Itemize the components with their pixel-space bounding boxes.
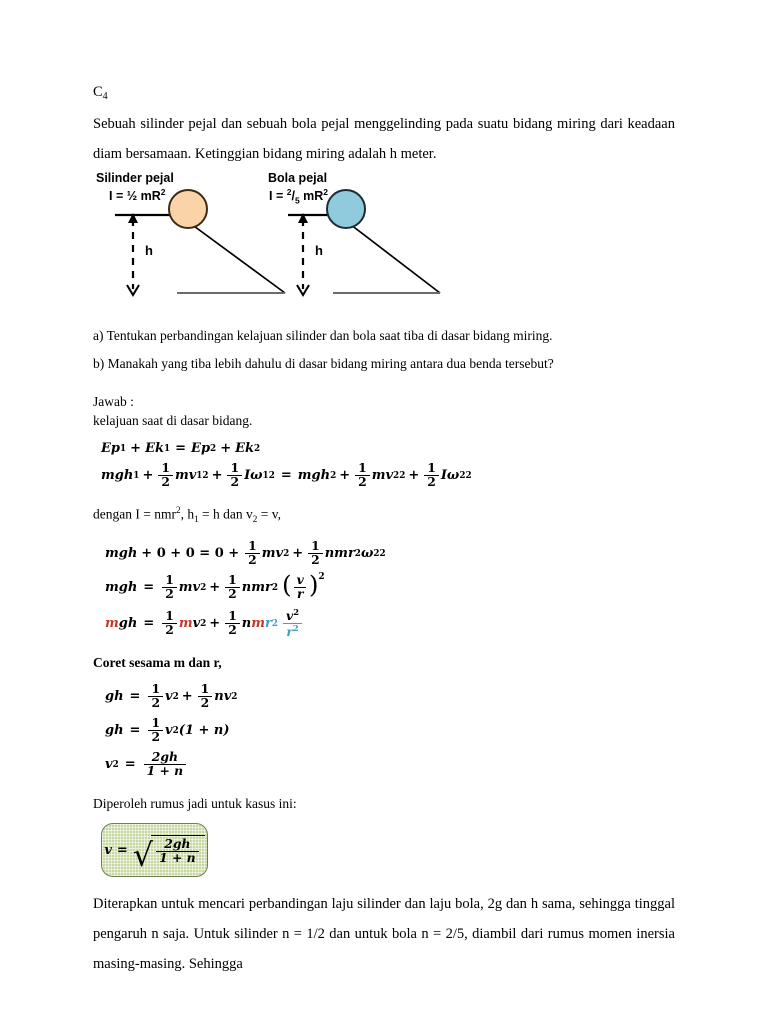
- ball-inertia-power: 2: [323, 187, 329, 198]
- eq6-half-1-num: 1: [151, 681, 161, 697]
- cylinder-body-circle: [169, 190, 207, 228]
- given-sub1: 1: [194, 514, 199, 525]
- cylinder-inertia-formula: [109, 187, 166, 203]
- eq2-mv2-sup: 2: [399, 470, 406, 481]
- ball-inertia-prefix: I =: [269, 189, 287, 204]
- eq4-plus: +: [209, 580, 221, 596]
- eq3-omega-sup: 2: [379, 548, 386, 559]
- eq4-mv-sup: 2: [200, 582, 207, 593]
- eq3-omega-sub: 2: [373, 548, 380, 559]
- eq4-vr-fraction: [294, 574, 307, 601]
- eq7-gh: gh: [105, 723, 124, 739]
- eq2-half-4-num: 1: [427, 460, 436, 476]
- eq7-v-sup: 2: [172, 725, 179, 736]
- eq7-half-num: 1: [151, 715, 161, 731]
- eq2-half-1: [158, 462, 173, 489]
- eq3-mgh: mgh: [105, 546, 138, 562]
- given-values-line: [93, 501, 675, 529]
- eq7-bracket: (1 + n): [178, 723, 230, 739]
- eq4-nmr: nmr: [241, 580, 272, 596]
- question-a: a) Tentukan perbandingan kelajuan silinder dan bola saat tiba di dasar bidang miring.: [93, 328, 553, 344]
- eq5-r-teal: r: [265, 616, 272, 632]
- diagram-svg: [93, 171, 675, 316]
- eq5-half-1-num: 1: [165, 608, 174, 624]
- eq4-paren-open: (: [281, 570, 292, 600]
- given-prefix: dengan I = nmr: [93, 506, 176, 522]
- formula-intro-line: Diperoleh rumus jadi untuk kasus ini:: [93, 796, 297, 812]
- eq4-nmr-sup: 2: [271, 582, 278, 593]
- equation-v-squared: [105, 751, 675, 778]
- eq2-half-4-den: 2: [424, 475, 439, 489]
- eq2-half-3-den: 2: [355, 475, 370, 489]
- eq8-den: 1 + n: [144, 764, 187, 778]
- eq5-v-sup: 2: [200, 618, 207, 629]
- eq7-equals: =: [129, 723, 141, 739]
- eq5-frac-num: [283, 608, 302, 623]
- eq5-frac-den-r: r: [286, 624, 293, 640]
- eq5-frac-den-sup: 2: [292, 623, 299, 634]
- eq8-v-sup: 2: [112, 759, 119, 770]
- equation-substituted: [105, 540, 675, 567]
- problem-code-letter: C: [93, 84, 103, 100]
- eq1-ek1: Ek: [145, 441, 164, 457]
- ball-body-circle: [327, 190, 365, 228]
- eq5-gh: gh: [118, 616, 138, 632]
- given-sup1: 2: [175, 505, 181, 516]
- result-num: 2gh: [164, 836, 191, 852]
- equation-energy-symbolic: [101, 441, 675, 456]
- eq2-I1: Iω: [244, 468, 263, 484]
- eq4-half-2: [225, 574, 240, 601]
- eq2-mv2-sub: 2: [393, 470, 400, 481]
- inclined-plane-diagram: [93, 171, 675, 316]
- eq5-frac-den: [283, 623, 301, 639]
- eq5-m-red-3: m: [251, 616, 266, 632]
- problem-code: [93, 84, 675, 101]
- result-formula-box: [101, 823, 208, 877]
- ball-height-label: h: [315, 243, 323, 259]
- eq4-half-2-den: 2: [225, 587, 240, 601]
- eq3-omega: ω: [360, 546, 374, 562]
- eq6-plus: +: [181, 689, 193, 705]
- eq1-ek2-sub: 2: [254, 443, 261, 454]
- eq6-half-2-den: 2: [198, 696, 213, 710]
- cylinder-height-label: h: [145, 243, 153, 259]
- eq5-v: v: [192, 616, 201, 632]
- eq2-plus-3: +: [339, 468, 351, 484]
- cylinder-inertia-prefix: I =: [109, 189, 127, 204]
- ball-group: [288, 190, 440, 295]
- eq4-mv: mv: [178, 580, 201, 596]
- eq4-mgh: mgh: [105, 580, 138, 596]
- eq2-I1-sub: 1: [262, 470, 269, 481]
- eq1-ek2: Ek: [235, 441, 255, 457]
- eq2-plus-4: +: [408, 468, 420, 484]
- eq1-ep2-sub: 2: [210, 443, 217, 454]
- eq5-n: n: [241, 616, 252, 632]
- eq5-half-1-den: 2: [162, 623, 177, 637]
- eq2-mgh2: mgh: [297, 468, 331, 484]
- given-sub2: 2: [252, 514, 258, 525]
- answer-heading: Jawab :: [93, 394, 134, 410]
- result-sqrt: [132, 835, 205, 874]
- eq2-mgh1-sub: 1: [133, 470, 140, 481]
- eq5-v-over-r-fraction: [283, 608, 302, 639]
- eq5-half-2: [225, 610, 240, 637]
- eq6-half-1-den: 2: [148, 696, 163, 710]
- eq2-mgh1: mgh: [101, 468, 134, 484]
- eq6-half-1: [148, 683, 163, 710]
- eq4-vr-group: [281, 570, 325, 602]
- eq5-equals: =: [143, 616, 155, 632]
- eq2-mgh2-sub: 2: [330, 470, 337, 481]
- cylinder-title: Silinder pejal: [96, 171, 174, 186]
- cylinder-inertia-suffix: mR: [137, 189, 161, 204]
- eq5-m-red-2: m: [178, 616, 193, 632]
- result-radicand: [151, 835, 205, 865]
- eq2-equals: =: [280, 468, 292, 484]
- ball-inertia-formula: [269, 187, 328, 206]
- eq2-half-1-num: 1: [161, 460, 170, 476]
- eq2-plus-1: +: [142, 468, 154, 484]
- eq5-half-1: [162, 610, 177, 637]
- eq5-plus: +: [209, 616, 221, 632]
- eq4-vr-den: r: [294, 587, 307, 601]
- cylinder-group: [115, 190, 285, 295]
- intro-paragraph: Sebuah silinder pejal dan sebuah bola pejal menggelinding pada suatu bidang miring dari keadaan diam bersamaan. Ketinggian bidang miring adalah h meter.: [93, 116, 675, 163]
- question-b: b) Manakah yang tiba lebih dahulu di dasar bidang miring antara dua benda tersebut?: [93, 356, 554, 372]
- eq3-mv: mv: [261, 546, 284, 562]
- eq3-half-1-den: 2: [245, 553, 260, 567]
- eq3-nmr-sup: 2: [354, 548, 361, 559]
- eq2-mv2: mv: [371, 468, 394, 484]
- eq3-half-2-num: 1: [311, 538, 320, 554]
- eq1-ep2: Ep: [191, 441, 211, 457]
- cancellation-note: Coret sesama m dan r,: [93, 655, 222, 671]
- problem-code-number: 4: [102, 91, 108, 102]
- eq2-half-3: [355, 462, 370, 489]
- ball-inertia-numerator: 2: [286, 187, 292, 198]
- equation-gh-factored: [105, 717, 675, 744]
- equation-energy-expanded: [101, 462, 675, 489]
- document-content: [93, 84, 675, 979]
- eq4-paren-close: ): [308, 570, 319, 600]
- eq2-mv1-sup: 2: [202, 470, 209, 481]
- eq2-I2-sub: 2: [459, 470, 466, 481]
- result-formula: [104, 835, 204, 874]
- eq5-frac-num-v: v: [286, 608, 294, 624]
- eq6-equals: =: [129, 689, 141, 705]
- answer-subheading: kelajuan saat di dasar bidang.: [93, 413, 253, 429]
- eq4-half-2-num: 1: [228, 572, 237, 588]
- eq6-gh: gh: [105, 689, 124, 705]
- eq2-mv1: mv: [174, 468, 197, 484]
- eq3-half-1: [245, 540, 260, 567]
- eq8-v: v: [105, 757, 113, 773]
- eq2-mv1-sub: 1: [196, 470, 203, 481]
- eq4-half-1: [162, 574, 177, 601]
- eq5-m-red-1: m: [105, 616, 119, 632]
- ball-title: Bola pejal: [268, 171, 328, 186]
- ball-inertia-suffix: mR: [299, 189, 324, 204]
- eq3-half-2-den: 2: [308, 553, 323, 567]
- result-den: 1 + n: [156, 851, 199, 865]
- eq3-half-1-num: 1: [248, 538, 257, 554]
- eq6-half-2-num: 1: [200, 681, 210, 697]
- eq3-half-2: [308, 540, 323, 567]
- given-suffix: = v,: [257, 506, 281, 522]
- eq2-half-3-num: 1: [358, 460, 367, 476]
- eq1-ep1-sub: 1: [120, 443, 127, 454]
- equation-gh-expanded: [105, 683, 675, 710]
- eq5-half-2-den: 2: [225, 623, 240, 637]
- eq2-half-2-den: 2: [227, 475, 242, 489]
- eq5-r-teal-sup: 2: [271, 618, 279, 629]
- eq1-equals: =: [175, 441, 187, 457]
- eq5-half-2-num: 1: [228, 608, 237, 624]
- eq2-I1-sup: 2: [268, 470, 275, 481]
- closing-paragraph: Diterapkan untuk mencari perbandingan laju silinder dan laju bola, 2g dan h sama, sehingga tinggal pengaruh n saja. Untuk silinder n = 1/2 dan untuk bola n = 2/5, diambil dari rumus momen inersia masing-masing. Sehingga: [93, 896, 675, 973]
- given-mid2: = h dan v: [198, 506, 253, 522]
- eq2-half-1-den: 2: [158, 475, 173, 489]
- eq2-I2-sup: 2: [465, 470, 472, 481]
- eq6-nv-sup: 2: [231, 691, 238, 702]
- eq1-ek1-sub: 1: [163, 443, 171, 454]
- eq7-half-den: 2: [148, 730, 163, 744]
- eq8-fraction: [144, 751, 187, 778]
- eq1-plus2: +: [220, 441, 232, 457]
- cylinder-inertia-power: 2: [160, 187, 166, 198]
- ball-inertia-denominator: 5: [294, 196, 300, 207]
- eq6-nv: nv: [214, 689, 232, 705]
- eq3-plus: +: [292, 546, 304, 562]
- eq6-v: v: [165, 689, 173, 705]
- eq8-num: 2gh: [151, 749, 178, 765]
- eq1-plus1: +: [130, 441, 142, 457]
- eq4-vr-num: v: [296, 572, 304, 588]
- eq8-equals: =: [124, 757, 136, 773]
- eq5-frac-num-sup: 2: [293, 607, 300, 618]
- result-equals: =: [116, 842, 128, 858]
- radical-icon: √: [132, 835, 154, 874]
- eq4-half-1-den: 2: [162, 587, 177, 601]
- eq3-nmr: nmr: [324, 546, 355, 562]
- eq2-half-2-num: 1: [230, 460, 240, 476]
- eq2-half-2: [227, 462, 242, 489]
- eq3-zeros: + 0 + 0 = 0 +: [141, 546, 240, 562]
- eq4-vr-power: 2: [318, 572, 325, 583]
- ball-incline-line: [342, 218, 440, 293]
- eq2-I2: Iω: [440, 468, 460, 484]
- eq3-mv-sup: 2: [283, 548, 290, 559]
- cylinder-incline-line: [183, 218, 285, 293]
- equation-colored-cancellation: [105, 608, 675, 639]
- eq7-v: v: [165, 723, 173, 739]
- given-mid: , h: [180, 506, 195, 522]
- eq6-half-2: [198, 683, 213, 710]
- eq2-half-4: [424, 462, 439, 489]
- eq2-plus-2: +: [211, 468, 223, 484]
- eq4-half-1-num: 1: [165, 572, 174, 588]
- eq4-equals: =: [143, 580, 155, 596]
- equation-vr-ratio: [105, 570, 675, 602]
- eq1-ep1: Ep: [101, 441, 120, 457]
- cylinder-inertia-fraction: ½: [126, 189, 138, 204]
- result-v: v: [104, 842, 112, 858]
- result-fraction: [156, 838, 199, 865]
- eq7-half: [148, 717, 163, 744]
- eq6-v-sup: 2: [172, 691, 179, 702]
- ball-inertia-slash: /: [291, 189, 295, 204]
